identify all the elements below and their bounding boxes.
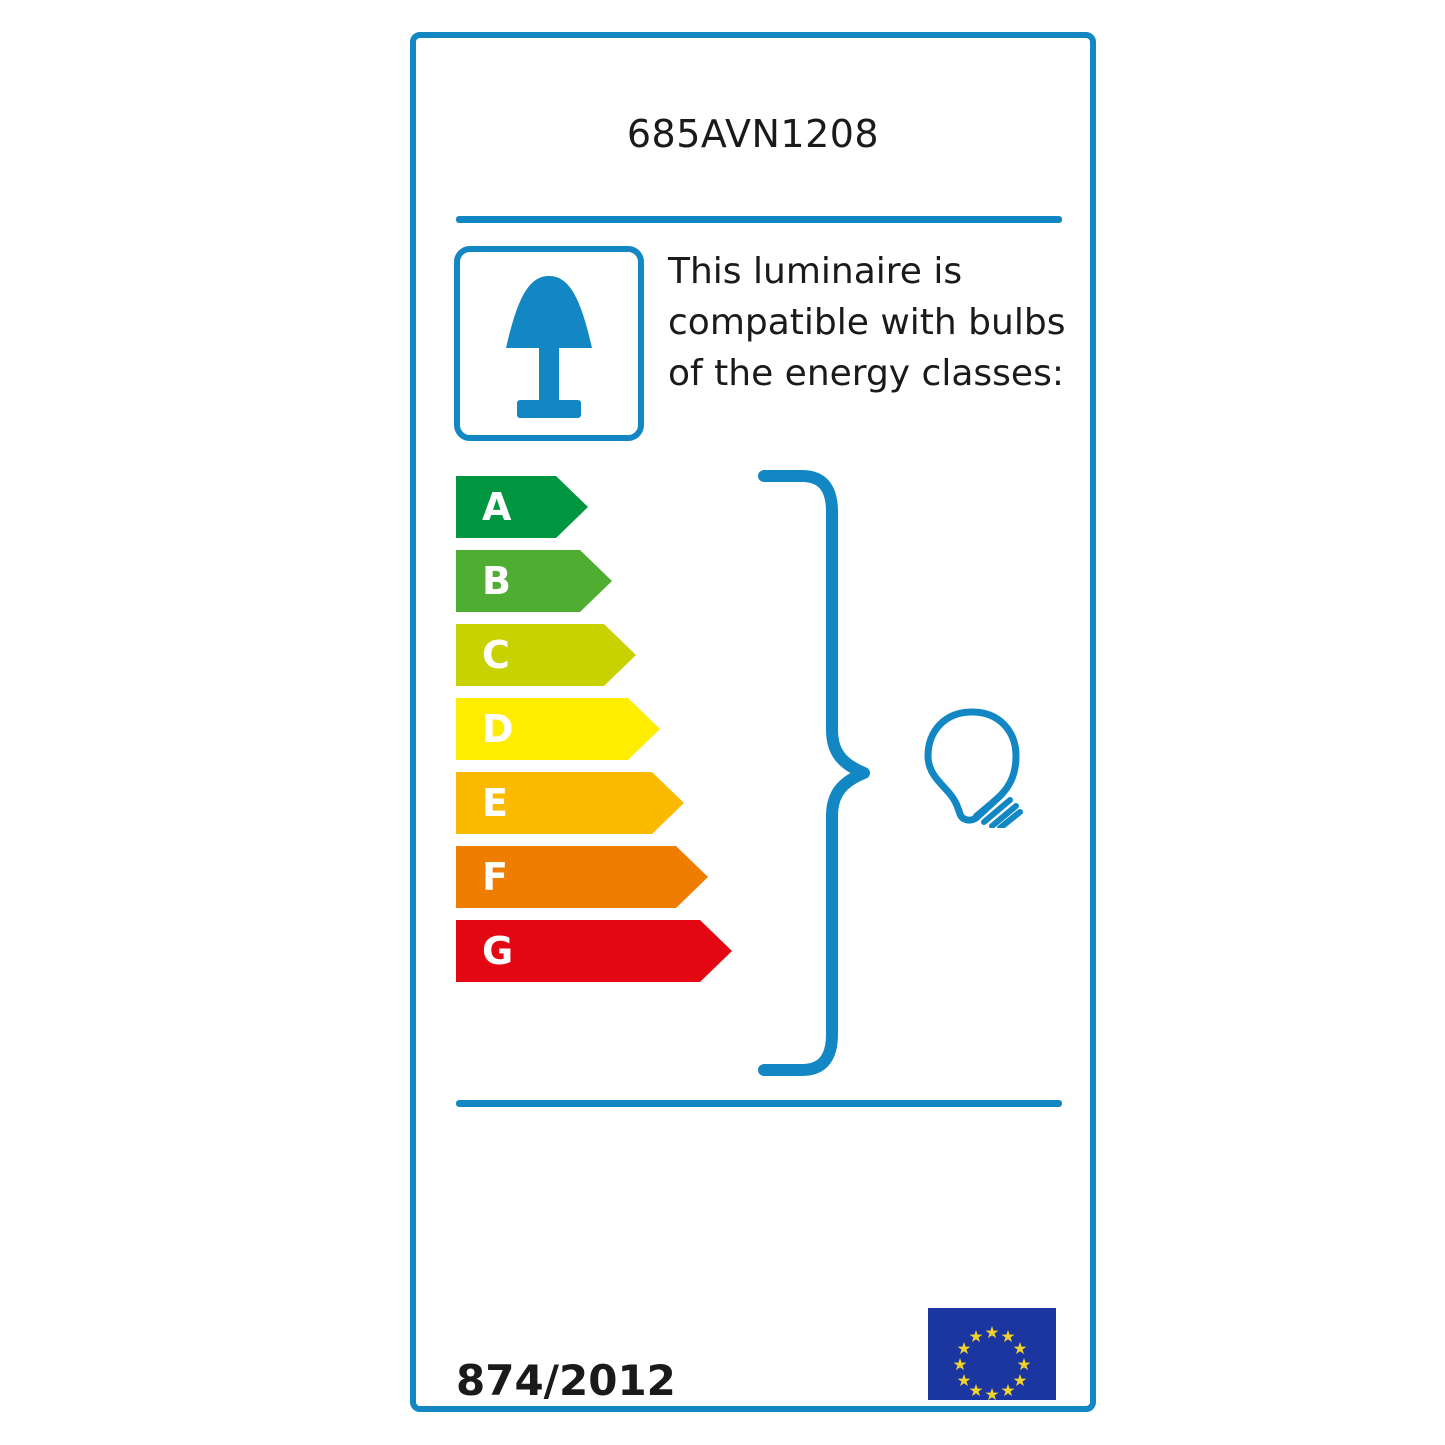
energy-class-letter: C <box>482 633 510 677</box>
energy-class-row <box>456 772 736 834</box>
energy-class-letter: D <box>482 707 514 751</box>
compat-line-3: of the energy classes: <box>668 353 1064 395</box>
energy-class-row <box>456 476 736 538</box>
energy-class-letter: A <box>482 485 512 529</box>
table-lamp-icon <box>460 252 638 435</box>
compat-line-2: compatible with bulbs <box>668 302 1066 344</box>
model-code: 685AVN1208 <box>626 112 880 156</box>
energy-class-letter: B <box>482 559 511 603</box>
energy-label-card <box>410 32 1096 1412</box>
lamp-icon-box <box>454 246 644 441</box>
divider-bottom <box>456 1100 1062 1107</box>
energy-class-letter: G <box>482 929 514 973</box>
divider-top <box>456 216 1062 223</box>
energy-class-arrow <box>456 476 588 538</box>
energy-class-row <box>456 846 736 908</box>
energy-class-row <box>456 624 736 686</box>
energy-class-letter: E <box>482 781 508 825</box>
energy-class-row <box>456 550 736 612</box>
curly-brace-icon <box>754 468 874 1078</box>
compatibility-text <box>668 246 1088 399</box>
energy-class-scale <box>456 476 736 994</box>
regulation-code: 874/2012 <box>456 1356 676 1405</box>
energy-class-row <box>456 698 736 760</box>
energy-class-letter: F <box>482 855 508 899</box>
eu-flag-icon <box>928 1308 1056 1400</box>
energy-class-arrow <box>456 550 612 612</box>
compat-line-1: This luminaire is <box>668 251 963 292</box>
energy-class-row <box>456 920 736 982</box>
light-bulb-icon <box>914 698 1044 828</box>
